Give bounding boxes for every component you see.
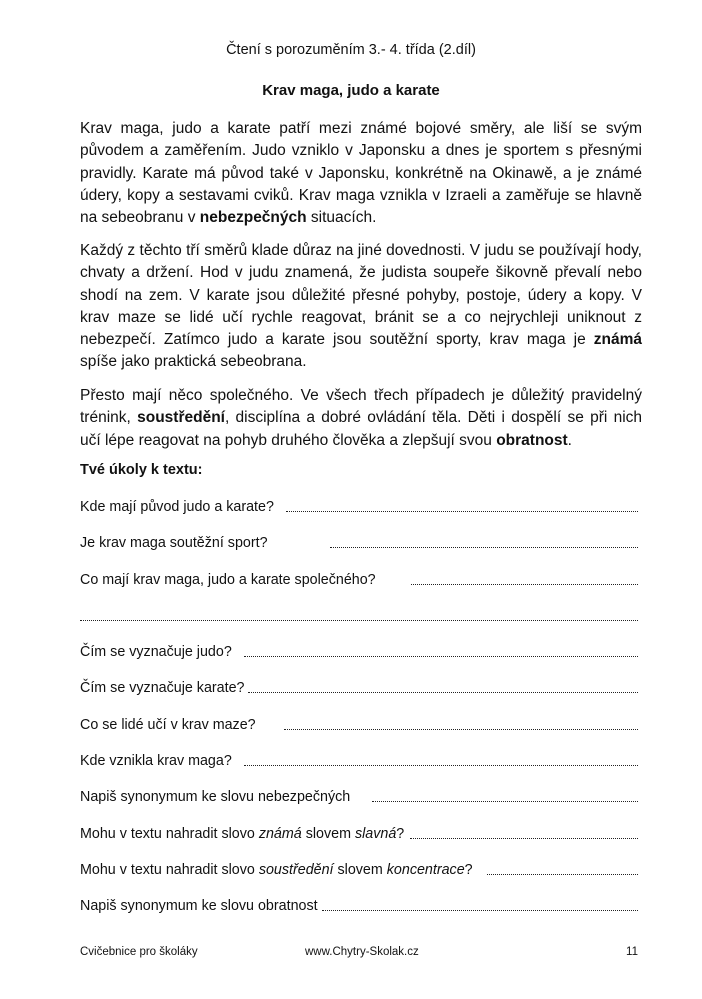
task-item: [80, 715, 638, 751]
paragraph-text: Krav maga, judo a karate patří mezi známé bojové směry, ale liší se svým původem a zaměřením. Judo vzniklo v Japonsku a dnes je sportem s přesnými pravidly. Karate má původ také v Japonsku, konkrétně na Okinawě, a je známé údery, kopy a sestavami cviků. Krav maga vznikla v Izraeli a zaměřuje se hlavně na sebeobranu v: [80, 120, 642, 227]
answer-line[interactable]: [244, 656, 638, 657]
task-item: [80, 642, 638, 678]
task-item: [80, 497, 638, 533]
emphasized-word: obratnost: [496, 431, 568, 449]
answer-line[interactable]: [248, 692, 638, 693]
question-text: Čím se vyznačuje karate?: [80, 680, 245, 697]
task-question: [80, 824, 404, 844]
question-text: Napiš synonymum ke slovu obratnost: [80, 898, 318, 915]
paragraph-text: Každý z těchto tří směrů klade důraz na jiné dovednosti. V judu se používají hody, chvaty a držení. Hod v judu znamená, že judista soupeře šikovně převalí nebo shodí na zem. V karate jsou důležité přesné pohyby, postoje, údery a kopy. V krav maze se lidé učí rychle reagovat, bránit se a co nejrychleji uniknout z nebezpečí. Zatímco judo a karate jsou soutěžní sporty, krav maga je: [80, 242, 642, 349]
task-list: [80, 497, 638, 933]
question-text: Mohu v textu nahradit slovo: [80, 861, 259, 878]
task-question: [80, 715, 256, 735]
task-question: [80, 497, 274, 517]
article-paragraph: [80, 240, 642, 374]
italic-word: soustředění: [258, 861, 334, 878]
paragraph-text: spíše jako praktická sebeobrana.: [80, 353, 307, 371]
answer-line[interactable]: [372, 801, 638, 802]
article-paragraph: [80, 118, 642, 229]
task-question: [80, 751, 232, 771]
task-question: [80, 896, 318, 916]
question-text: ?: [396, 825, 405, 842]
page-footer: [80, 946, 638, 958]
task-item: [80, 787, 638, 823]
footer-website: www.Chytry-Skolak.cz: [305, 946, 419, 958]
task-question: [80, 787, 350, 807]
footer-book-title: Cvičebnice pro školáky: [80, 946, 198, 958]
task-question: [80, 860, 473, 880]
answer-line[interactable]: [411, 584, 638, 585]
paragraph-text: , disciplína a dobré ovládání těla. Děti i dospělí se při nich učí lépe reagovat na pohyb druhého člověka a zlepšují svou: [80, 409, 643, 449]
italic-word: koncentrace: [386, 861, 465, 878]
answer-line[interactable]: [284, 729, 638, 730]
paragraph-text: .: [567, 431, 572, 449]
task-item: [80, 860, 638, 896]
page-number: 11: [626, 946, 638, 958]
article-paragraph: [80, 385, 642, 452]
question-text: Mohu v textu nahradit slovo: [80, 825, 259, 842]
answer-line[interactable]: [330, 547, 638, 548]
question-text: Kde vznikla krav maga?: [80, 753, 232, 770]
answer-line[interactable]: [80, 620, 638, 621]
question-text: slovem: [333, 861, 387, 878]
task-item: [80, 751, 638, 787]
task-question: [80, 642, 232, 662]
answer-line[interactable]: [487, 874, 638, 875]
answer-line[interactable]: [286, 511, 638, 512]
question-text: Čím se vyznačuje judo?: [80, 644, 232, 661]
task-item: [80, 896, 638, 932]
question-text: Napiš synonymum ke slovu nebezpečných: [80, 789, 351, 806]
answer-line[interactable]: [322, 910, 638, 911]
page-header: Čtení s porozuměním 3.- 4. třída (2.díl): [226, 42, 476, 58]
task-question: [80, 570, 376, 590]
emphasized-word: soustředění: [137, 409, 225, 427]
question-text: Co mají krav maga, judo a karate společného?: [80, 571, 376, 588]
task-question: [80, 533, 268, 553]
question-text: Kde mají původ judo a karate?: [80, 499, 274, 515]
task-item: [80, 824, 638, 860]
task-question: [80, 678, 244, 698]
task-item: [80, 678, 638, 714]
paragraph-text: situacích.: [306, 209, 377, 227]
task-item: [80, 606, 638, 642]
italic-word: známá: [258, 825, 302, 842]
answer-line[interactable]: [410, 838, 638, 839]
question-text: Co se lidé učí v krav maze?: [80, 716, 256, 733]
paragraph-text: Přesto mají něco společného. Ve všech třech případech je důležitý pravidelný trénink,: [80, 387, 642, 427]
emphasized-word: nebezpečných: [199, 209, 307, 227]
question-text: Je krav maga soutěžní sport?: [80, 535, 268, 552]
answer-line[interactable]: [244, 765, 638, 766]
article-title: Krav maga, judo a karate: [262, 82, 440, 99]
emphasized-word: známá: [593, 331, 642, 349]
question-text: ?: [464, 861, 473, 878]
tasks-heading: Tvé úkoly k textu:: [80, 462, 203, 478]
task-item: [80, 533, 638, 569]
task-item: [80, 570, 638, 606]
question-text: slovem: [301, 825, 355, 842]
italic-word: slavná: [354, 825, 397, 842]
